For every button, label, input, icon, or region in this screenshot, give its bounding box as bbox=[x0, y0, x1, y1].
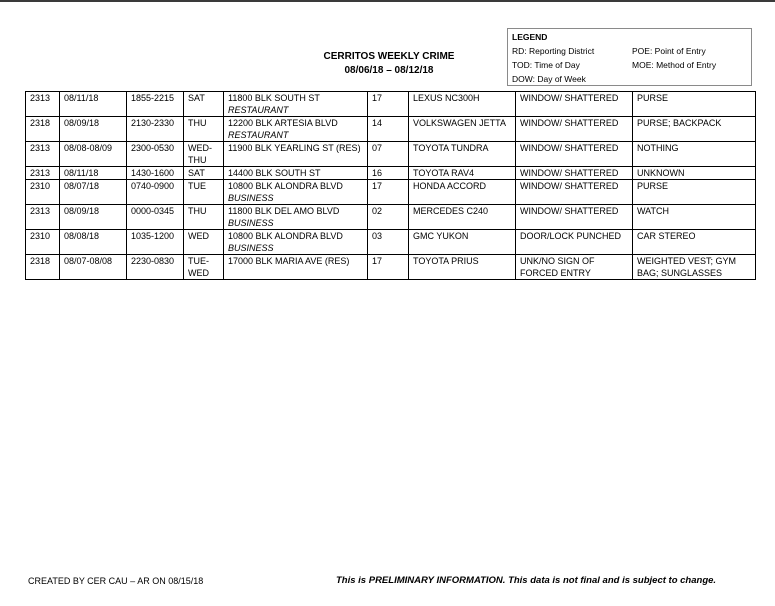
vehicle-cell bbox=[409, 92, 516, 117]
table-row bbox=[26, 92, 756, 117]
reporting-district-cell bbox=[26, 230, 60, 255]
property-loss-cell-text: WATCH bbox=[637, 206, 669, 216]
method-of-entry-cell bbox=[516, 167, 633, 180]
location-cell bbox=[224, 117, 368, 142]
preliminary-disclaimer: This is PRELIMINARY INFORMATION. This data is not final and is subject to change. bbox=[336, 575, 717, 586]
time-of-day-cell-text: 1430-1600 bbox=[131, 168, 175, 178]
location-cell-text: 11800 BLK SOUTH ST bbox=[228, 93, 320, 103]
location-cell-text: 10800 BLK ALONDRA BLVD bbox=[228, 231, 343, 241]
reporting-district-cell bbox=[26, 142, 60, 167]
date-cell-text: 08/07/18 bbox=[64, 181, 100, 191]
legend-poe: POE: Point of Entry bbox=[632, 46, 706, 56]
vehicle-cell-text: TOYOTA RAV4 bbox=[413, 168, 475, 178]
method-of-entry-cell bbox=[516, 230, 633, 255]
property-loss-cell-text: WEIGHTED VEST; GYM BAG; SUNGLASSES bbox=[637, 256, 737, 278]
vehicle-cell-text: TOYOTA TUNDRA bbox=[413, 143, 489, 153]
date-cell-text: 08/09/18 bbox=[64, 118, 100, 128]
location-cell bbox=[224, 167, 368, 180]
number-cell bbox=[368, 117, 409, 142]
day-of-week-cell bbox=[184, 142, 224, 167]
location-cell-text: 14400 BLK SOUTH ST bbox=[228, 168, 321, 178]
day-of-week-cell bbox=[184, 167, 224, 180]
place-type-text: BUSINESS bbox=[228, 193, 274, 203]
legend-tod: TOD: Time of Day bbox=[512, 60, 580, 70]
time-of-day-cell-text: 2130-2330 bbox=[131, 118, 175, 128]
property-loss-cell-text: PURSE; BACKPACK bbox=[637, 118, 722, 128]
method-of-entry-cell bbox=[516, 117, 633, 142]
property-loss-cell-text: CAR STEREO bbox=[637, 231, 696, 241]
day-of-week-cell bbox=[184, 205, 224, 230]
property-loss-cell bbox=[633, 180, 756, 205]
table-row bbox=[26, 205, 756, 230]
date-cell bbox=[60, 117, 127, 142]
date-cell-text: 08/11/18 bbox=[64, 168, 99, 178]
location-cell bbox=[224, 92, 368, 117]
location-cell bbox=[224, 180, 368, 205]
time-of-day-cell-text: 1855-2215 bbox=[131, 93, 175, 103]
number-cell-text: 17 bbox=[372, 181, 383, 191]
location-cell bbox=[224, 142, 368, 167]
reporting-district-cell bbox=[26, 205, 60, 230]
location-cell-text: 11800 BLK DEL AMO BLVD bbox=[228, 206, 340, 216]
method-of-entry-cell-text: DOOR/LOCK PUNCHED bbox=[520, 231, 622, 241]
property-loss-cell bbox=[633, 255, 756, 280]
reporting-district-cell bbox=[26, 180, 60, 205]
legend-title: LEGEND bbox=[512, 32, 548, 42]
reporting-district-cell-text: 2313 bbox=[30, 93, 51, 103]
vehicle-cell bbox=[409, 167, 516, 180]
time-of-day-cell bbox=[127, 205, 184, 230]
date-cell bbox=[60, 142, 127, 167]
method-of-entry-cell-text: WINDOW/ SHATTERED bbox=[520, 143, 619, 153]
reporting-district-cell-text: 2313 bbox=[30, 168, 51, 178]
property-loss-cell-text: NOTHING bbox=[637, 143, 679, 153]
location-cell bbox=[224, 205, 368, 230]
number-cell-text: 02 bbox=[372, 206, 383, 216]
place-type-text: BUSINESS bbox=[228, 218, 274, 228]
method-of-entry-cell bbox=[516, 205, 633, 230]
date-cell bbox=[60, 167, 127, 180]
vehicle-cell bbox=[409, 205, 516, 230]
day-of-week-cell bbox=[184, 255, 224, 280]
date-cell-text: 08/09/18 bbox=[64, 206, 100, 216]
legend-dow: DOW: Day of Week bbox=[512, 74, 586, 84]
location-cell bbox=[224, 230, 368, 255]
location-cell bbox=[224, 255, 368, 280]
vehicle-cell bbox=[409, 117, 516, 142]
vehicle-cell-text: VOLKSWAGEN JETTA bbox=[413, 118, 507, 128]
crime-table bbox=[25, 91, 756, 280]
vehicle-cell-text: TOYOTA PRIUS bbox=[413, 256, 479, 266]
place-type-text: BUSINESS bbox=[228, 243, 274, 253]
vehicle-cell bbox=[409, 180, 516, 205]
table-row bbox=[26, 180, 756, 205]
method-of-entry-cell bbox=[516, 180, 633, 205]
time-of-day-cell bbox=[127, 142, 184, 167]
day-of-week-cell bbox=[184, 180, 224, 205]
property-loss-cell bbox=[633, 142, 756, 167]
time-of-day-cell bbox=[127, 255, 184, 280]
legend-box bbox=[507, 28, 752, 86]
reporting-district-cell bbox=[26, 167, 60, 180]
day-of-week-cell-text: SAT bbox=[188, 168, 205, 178]
location-cell-text: 12200 BLK ARTESIA BLVD bbox=[228, 118, 338, 128]
number-cell-text: 16 bbox=[372, 168, 383, 178]
number-cell bbox=[368, 92, 409, 117]
day-of-week-cell-text: SAT bbox=[188, 93, 205, 103]
table-row bbox=[26, 167, 756, 180]
method-of-entry-cell-text: WINDOW/ SHATTERED bbox=[520, 181, 619, 191]
date-cell-text: 08/11/18 bbox=[64, 93, 99, 103]
time-of-day-cell bbox=[127, 117, 184, 142]
vehicle-cell-text: MERCEDES C240 bbox=[413, 206, 489, 216]
table-row bbox=[26, 255, 756, 280]
number-cell bbox=[368, 142, 409, 167]
time-of-day-cell bbox=[127, 180, 184, 205]
date-cell bbox=[60, 255, 127, 280]
vehicle-cell bbox=[409, 230, 516, 255]
time-of-day-cell-text: 2230-0830 bbox=[131, 256, 175, 266]
number-cell-text: 07 bbox=[372, 143, 383, 153]
day-of-week-cell-text: WED-THU bbox=[188, 143, 212, 165]
date-cell bbox=[60, 205, 127, 230]
method-of-entry-cell bbox=[516, 92, 633, 117]
day-of-week-cell bbox=[184, 230, 224, 255]
property-loss-cell bbox=[633, 167, 756, 180]
number-cell-text: 03 bbox=[372, 231, 383, 241]
method-of-entry-cell-text: WINDOW/ SHATTERED bbox=[520, 93, 619, 103]
time-of-day-cell-text: 0740-0900 bbox=[131, 181, 175, 191]
vehicle-cell-text: LEXUS NC300H bbox=[413, 93, 480, 103]
reporting-district-cell-text: 2313 bbox=[30, 143, 51, 153]
reporting-district-cell bbox=[26, 117, 60, 142]
property-loss-cell bbox=[633, 117, 756, 142]
method-of-entry-cell-text: WINDOW/ SHATTERED bbox=[520, 206, 619, 216]
table-row bbox=[26, 117, 756, 142]
table-row bbox=[26, 142, 756, 167]
reporting-district-cell bbox=[26, 255, 60, 280]
date-cell bbox=[60, 230, 127, 255]
legend-rd: RD: Reporting District bbox=[512, 46, 595, 56]
time-of-day-cell bbox=[127, 92, 184, 117]
reporting-district-cell-text: 2310 bbox=[30, 181, 51, 191]
location-cell-text: 17000 BLK MARIA AVE (RES) bbox=[228, 256, 350, 266]
vehicle-cell bbox=[409, 142, 516, 167]
vehicle-cell-text: GMC YUKON bbox=[413, 231, 469, 241]
time-of-day-cell-text: 1035-1200 bbox=[131, 231, 175, 241]
top-border bbox=[0, 0, 775, 2]
method-of-entry-cell-text: WINDOW/ SHATTERED bbox=[520, 168, 619, 178]
property-loss-cell bbox=[633, 230, 756, 255]
day-of-week-cell-text: WED bbox=[188, 231, 209, 241]
property-loss-cell-text: PURSE bbox=[637, 93, 669, 103]
reporting-district-cell-text: 2318 bbox=[30, 256, 51, 266]
location-cell-text: 10800 BLK ALONDRA BLVD bbox=[228, 181, 343, 191]
reporting-district-cell-text: 2318 bbox=[30, 118, 51, 128]
reporting-district-cell-text: 2313 bbox=[30, 206, 51, 216]
number-cell-text: 17 bbox=[372, 256, 383, 266]
day-of-week-cell-text: TUE-WED bbox=[188, 256, 209, 278]
time-of-day-cell bbox=[127, 167, 184, 180]
number-cell-text: 14 bbox=[372, 118, 383, 128]
property-loss-cell-text: PURSE bbox=[637, 181, 669, 191]
time-of-day-cell-text: 2300-0530 bbox=[131, 143, 175, 153]
vehicle-cell-text: HONDA ACCORD bbox=[413, 181, 487, 191]
number-cell bbox=[368, 205, 409, 230]
number-cell-text: 17 bbox=[372, 93, 383, 103]
reporting-district-cell-text: 2310 bbox=[30, 231, 51, 241]
time-of-day-cell-text: 0000-0345 bbox=[131, 206, 175, 216]
crime-table-body bbox=[26, 92, 756, 280]
legend-moe: MOE: Method of Entry bbox=[632, 60, 717, 70]
report-title-block bbox=[300, 50, 478, 78]
method-of-entry-cell bbox=[516, 255, 633, 280]
vehicle-cell bbox=[409, 255, 516, 280]
day-of-week-cell-text: THU bbox=[188, 118, 207, 128]
created-by-note: CREATED BY CER CAU – AR ON 08/15/18 bbox=[28, 576, 204, 586]
day-of-week-cell-text: THU bbox=[188, 206, 207, 216]
method-of-entry-cell-text: UNK/NO SIGN OF FORCED ENTRY bbox=[520, 256, 595, 278]
date-cell-text: 08/08/18 bbox=[64, 231, 100, 241]
day-of-week-cell bbox=[184, 117, 224, 142]
property-loss-cell-text: UNKNOWN bbox=[637, 168, 685, 178]
method-of-entry-cell bbox=[516, 142, 633, 167]
date-cell-text: 08/07-08/08 bbox=[64, 256, 113, 266]
time-of-day-cell bbox=[127, 230, 184, 255]
place-type-text: RESTAURANT bbox=[228, 105, 289, 115]
day-of-week-cell-text: TUE bbox=[188, 181, 206, 191]
date-cell bbox=[60, 180, 127, 205]
method-of-entry-cell-text: WINDOW/ SHATTERED bbox=[520, 118, 619, 128]
table-row bbox=[26, 230, 756, 255]
number-cell bbox=[368, 255, 409, 280]
property-loss-cell bbox=[633, 92, 756, 117]
number-cell bbox=[368, 167, 409, 180]
reporting-district-cell bbox=[26, 92, 60, 117]
date-cell bbox=[60, 92, 127, 117]
report-title: CERRITOS WEEKLY CRIME bbox=[323, 51, 455, 62]
location-cell-text: 11900 BLK YEARLING ST (RES) bbox=[228, 143, 361, 153]
date-cell-text: 08/08-08/09 bbox=[64, 143, 113, 153]
number-cell bbox=[368, 180, 409, 205]
property-loss-cell bbox=[633, 205, 756, 230]
place-type-text: RESTAURANT bbox=[228, 130, 289, 140]
day-of-week-cell bbox=[184, 92, 224, 117]
number-cell bbox=[368, 230, 409, 255]
report-date-range: 08/06/18 – 08/12/18 bbox=[344, 65, 434, 76]
